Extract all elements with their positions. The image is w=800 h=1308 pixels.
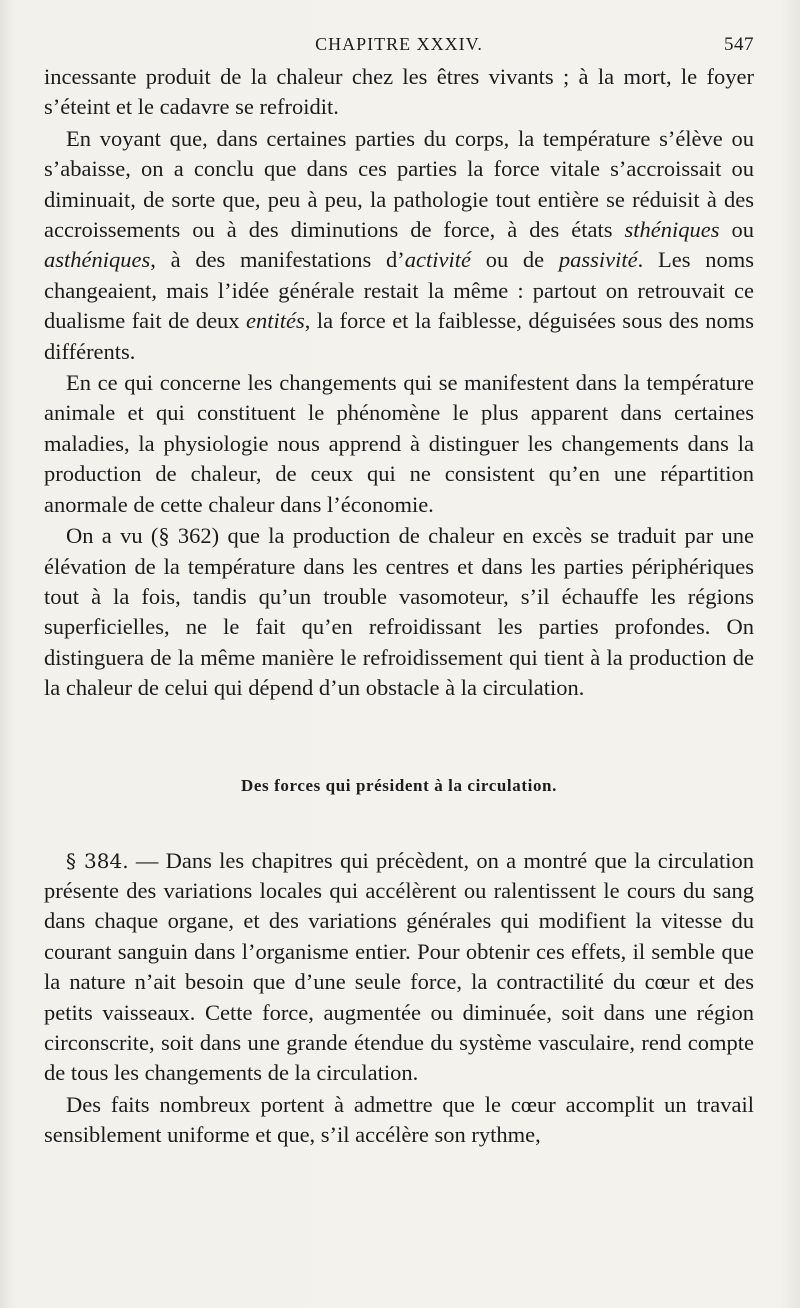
paragraph: Des faits nombreux portent à admettre que le cœur accomplit un travail sensiblement uniforme et que, s’il accélère son rythme,: [44, 1091, 754, 1148]
italic-term: entités: [246, 308, 305, 334]
section-number: § 384.: [66, 848, 129, 873]
body-text: [44, 62, 754, 1151]
running-head: [44, 30, 754, 62]
paragraph: En ce qui concerne les changements qui se manifestent dans la température animale et qui constituent le phénomène le plus apparent dans certaines maladies, la physiologie nous apprend à distinguer les changements dans la production de chaleur, de ceux qui ne consistent qu’en une répartition anormale de cette chaleur dans l’économie.: [44, 370, 754, 517]
paragraph: On a vu (§ 362) que la production de chaleur en excès se traduit par une élévation de la température dans les centres et dans les parties périphériques tout à la fois, tandis qu’un trouble vasomoteur, s’il échauffe les régions superficielles, ne le fait qu’en refroidissant les parties profondes. On distinguera de la même manière le refroidissement qui tient à la production de la chaleur de celui qui dépend d’un obstacle à la circulation.: [44, 523, 754, 701]
italic-term: passivité: [558, 247, 638, 273]
italic-term: activité: [404, 247, 471, 273]
chapter-title: CHAPITRE XXXIV.: [315, 34, 483, 54]
paragraph: § 384. — Dans les chapitres qui précèdent, on a montré que la circulation présente des variations locales qui accélèrent ou ralentissent le cours du sang dans chaque organe, et des variations générales qui modifient la vitesse du courant sanguin dans l’organisme entier. Pour obtenir ces effets, il semble que la nature n’ait besoin que d’une seule force, la contractilité du cœur et des petits vaisseaux. Cette force, augmentée ou diminuée, soit dans une région circonscrite, soit dans une grande étendue du système vasculaire, rend compte de tous les changements de la circulation.: [44, 847, 754, 1086]
italic-term: sthéniques: [624, 217, 720, 243]
section-heading: Des forces qui président à la circulation.: [241, 775, 557, 795]
paragraph: incessante produit de la chaleur chez les êtres vivants ; à la mort, le foyer s’éteint et le cadavre se refroidit.: [44, 64, 754, 120]
page-number: 547: [724, 34, 754, 55]
paragraph: En voyant que, dans certaines parties du corps, la température s’élève ou s’abaisse, on a conclu que dans ces parties la force vitale s’accroissait ou diminuait, de sorte que, peu à peu, la pathologie tout entière se réduisit à des accroissements ou à des diminutions de force, à des états sthéniques ou asthéniques, à des manifestations d’activité ou de passivité. Les noms changeaient, mais l’idée générale restait la même : partout on retrouvait ce dualisme fait de deux entités, la force et la faiblesse, déguisées sous des noms différents.: [44, 125, 754, 364]
italic-term: asthéniques: [44, 247, 151, 273]
